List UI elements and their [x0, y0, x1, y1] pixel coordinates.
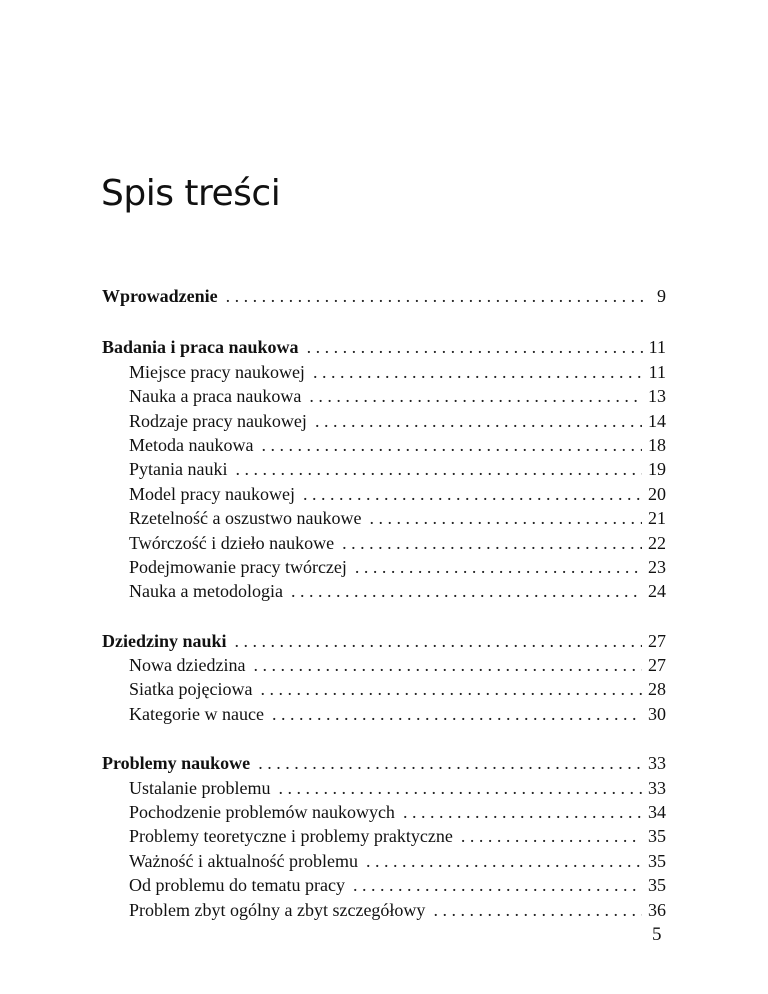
table-of-contents [102, 284, 666, 947]
toc-page-number: 30 [648, 703, 666, 724]
dot-leader [353, 873, 642, 897]
dot-leader [366, 849, 642, 873]
toc-subsection-entry[interactable] [102, 677, 666, 701]
dot-leader [313, 360, 643, 384]
dot-leader [433, 898, 642, 922]
toc-subsection-entry[interactable] [102, 506, 666, 530]
toc-chapter-title: Badania i praca naukowa [102, 337, 299, 358]
toc-subsection-entry[interactable] [102, 849, 666, 873]
dot-leader [235, 629, 642, 653]
toc-subsection-title: Pochodzenie problemów naukowych [129, 802, 395, 823]
toc-subsection-title: Siatka pojęciowa [129, 679, 253, 700]
dot-leader [235, 457, 642, 481]
toc-chapter-entry[interactable] [102, 284, 666, 308]
dot-leader [355, 555, 642, 579]
toc-page-number: 35 [648, 850, 666, 871]
toc-page-number: 24 [648, 581, 666, 602]
toc-page-number: 27 [648, 655, 666, 676]
toc-page-number: 35 [648, 875, 666, 896]
toc-subsection-entry[interactable] [102, 433, 666, 457]
dot-leader [309, 384, 642, 408]
toc-subsection-title: Twórczość i dzieło naukowe [129, 532, 335, 553]
toc-section [102, 284, 666, 308]
toc-subsection-entry[interactable] [102, 555, 666, 579]
toc-subsection-title: Nauka a praca naukowa [129, 386, 302, 407]
dot-leader [278, 776, 642, 800]
dot-leader [342, 531, 642, 555]
dot-leader [272, 702, 642, 726]
toc-page-number: 19 [648, 459, 666, 480]
toc-subsection-entry[interactable] [102, 482, 666, 506]
toc-subsection-title: Nauka a metodologia [129, 581, 283, 602]
toc-subsection-title: Pytania nauki [129, 459, 228, 480]
toc-chapter-entry[interactable] [102, 629, 666, 653]
dot-leader [260, 677, 642, 701]
toc-page-number: 21 [648, 508, 666, 529]
toc-subsection-entry[interactable] [102, 579, 666, 603]
toc-subsection-title: Podejmowanie pracy twórczej [129, 556, 347, 577]
toc-subsection-entry[interactable] [102, 457, 666, 481]
toc-subsection-entry[interactable] [102, 384, 666, 408]
dot-leader [253, 653, 642, 677]
toc-page-number: 11 [648, 361, 666, 382]
toc-subsection-entry[interactable] [102, 873, 666, 897]
dot-leader [226, 284, 646, 308]
dot-leader [307, 335, 643, 359]
toc-page-number: 34 [648, 802, 666, 823]
toc-page-number: 9 [657, 286, 666, 306]
toc-subsection-title: Model pracy naukowej [129, 483, 295, 504]
toc-chapter-title: Wprowadzenie [102, 286, 218, 306]
toc-subsection-entry[interactable] [102, 360, 666, 384]
dot-leader [315, 409, 642, 433]
toc-subsection-entry[interactable] [102, 824, 666, 848]
toc-subsection-title: Nowa dziedzina [129, 655, 246, 676]
toc-page-number: 20 [648, 483, 666, 504]
toc-subsection-title: Ważność i aktualność problemu [129, 850, 358, 871]
dot-leader [369, 506, 642, 530]
toc-subsection-entry[interactable] [102, 702, 666, 726]
toc-subsection-entry[interactable] [102, 409, 666, 433]
toc-page-number: 33 [648, 777, 666, 798]
toc-subsection-title: Od problemu do tematu pracy [129, 875, 345, 896]
toc-chapter-title: Dziedziny nauki [102, 630, 227, 651]
toc-subsection-title: Problem zbyt ogólny a zbyt szczegółowy [129, 899, 426, 920]
toc-subsection-entry[interactable] [102, 653, 666, 677]
toc-section [102, 751, 666, 922]
dot-leader [403, 800, 642, 824]
toc-subsection-title: Rzetelność a oszustwo naukowe [129, 508, 362, 529]
toc-page-number: 27 [648, 630, 666, 651]
toc-page-number: 36 [648, 899, 666, 920]
toc-page-number: 28 [648, 679, 666, 700]
page-title: Spis treści [101, 173, 281, 214]
toc-subsection-title: Miejsce pracy naukowej [129, 361, 305, 382]
toc-subsection-entry[interactable] [102, 531, 666, 555]
toc-section [102, 335, 666, 603]
toc-section [102, 629, 666, 727]
toc-chapter-entry[interactable] [102, 335, 666, 359]
toc-chapter-title: Problemy naukowe [102, 753, 251, 774]
toc-page-number: 14 [648, 410, 666, 431]
toc-page-number: 13 [648, 386, 666, 407]
toc-subsection-title: Ustalanie problemu [129, 777, 271, 798]
dot-leader [258, 751, 642, 775]
page-number: 5 [652, 924, 662, 945]
toc-subsection-title: Problemy teoretyczne i problemy praktyczne [129, 826, 453, 847]
toc-page-number: 23 [648, 556, 666, 577]
dot-leader [261, 433, 642, 457]
toc-subsection-entry[interactable] [102, 800, 666, 824]
toc-page-number: 22 [648, 532, 666, 553]
toc-page-number: 11 [648, 337, 666, 358]
toc-subsection-title: Kategorie w nauce [129, 703, 264, 724]
dot-leader [303, 482, 642, 506]
dot-leader [291, 579, 642, 603]
toc-page-number: 33 [648, 753, 666, 774]
toc-chapter-entry[interactable] [102, 751, 666, 775]
toc-subsection-entry[interactable] [102, 776, 666, 800]
toc-page-number: 18 [648, 434, 666, 455]
toc-subsection-title: Rodzaje pracy naukowej [129, 410, 307, 431]
dot-leader [461, 824, 642, 848]
toc-subsection-entry[interactable] [102, 898, 666, 922]
toc-subsection-title: Metoda naukowa [129, 434, 254, 455]
toc-page-number: 35 [648, 826, 666, 847]
